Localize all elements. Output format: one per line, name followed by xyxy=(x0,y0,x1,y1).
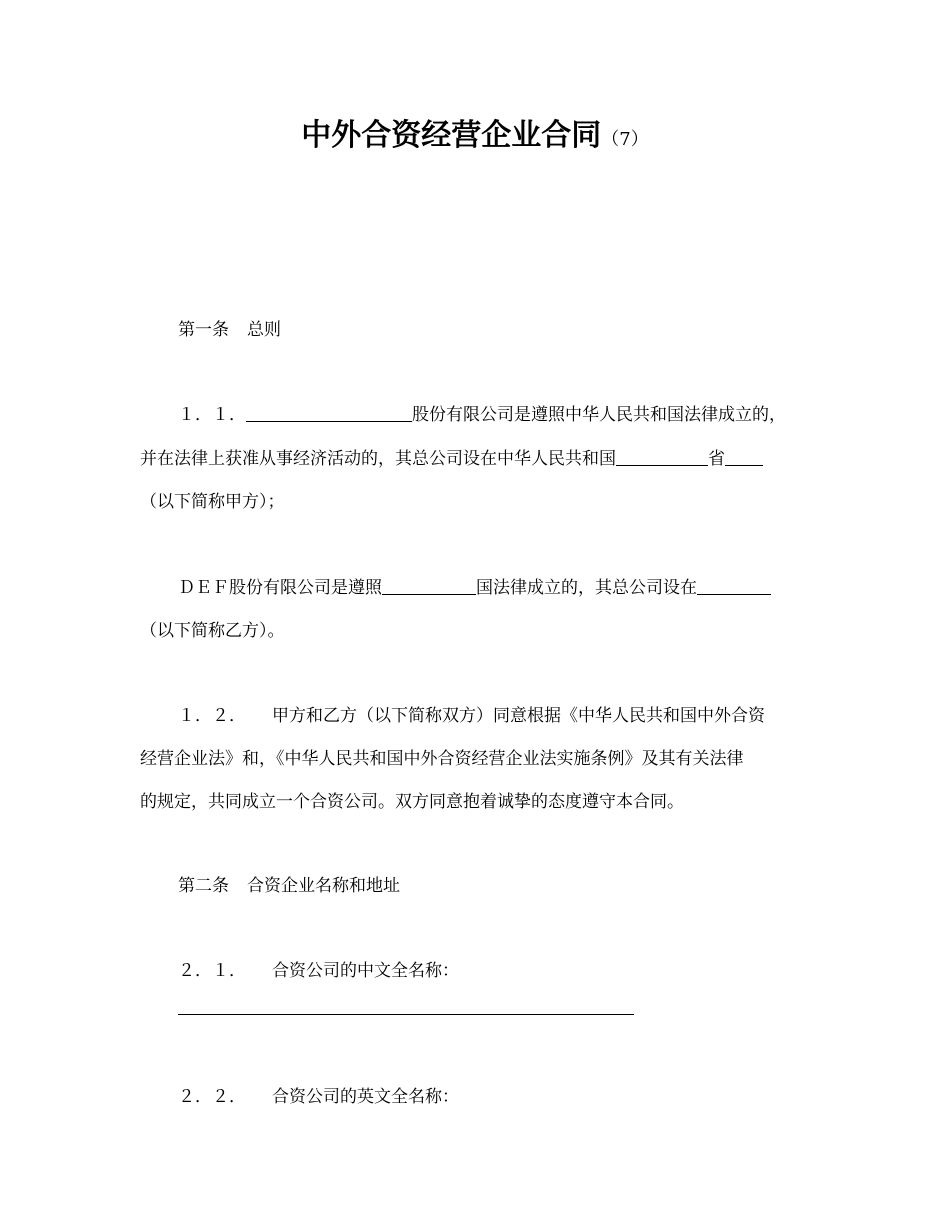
article-2-heading: 第二条 合资企业名称和地址 xyxy=(178,876,400,896)
clause-1-1-line-2: 并在法律上获准从事经济活动的，其总公司设在中华人民共和国 省 xyxy=(140,447,763,471)
blank-country xyxy=(382,576,476,595)
title-main: 中外合资经营企业合同 xyxy=(301,118,602,153)
document-title xyxy=(0,114,950,162)
article-1-heading: 第一条 总则 xyxy=(178,320,281,340)
title-suffix: （7） xyxy=(601,129,649,150)
clause-1-1-line-3: （以下简称甲方）； xyxy=(140,492,285,512)
clause-1-1-line-1: １．１． 股份有限公司是遵照中华人民共和国法律成立的， xyxy=(178,405,786,425)
party-b-line-2: （以下简称乙方）。 xyxy=(140,621,285,641)
blank-chinese-name xyxy=(178,1014,634,1015)
blank-province xyxy=(616,447,708,466)
party-b-line-1: ＤＥＦ股份有限公司是遵照 国法律成立的，其总公司设在 xyxy=(178,576,771,600)
clause-1-2-line-2: 经营企业法》和，《中华人民共和国中外合资经营企业法实施条例》及其有关法律 xyxy=(140,749,744,769)
clause-1-2-line-3: 的规定，共同成立一个合资公司。双方同意抱着诚挚的态度遵守本合同。 xyxy=(140,792,684,812)
clause-2-1: ２．１． 合资公司的中文全名称： xyxy=(178,961,459,981)
blank-hq-location xyxy=(697,576,771,595)
clause-2-2: ２．２． 合资公司的英文全名称： xyxy=(178,1087,459,1107)
blank-company-name xyxy=(246,403,412,422)
blank-city xyxy=(725,447,763,466)
clause-1-2-line-1: １．２． 甲方和乙方（以下简称双方）同意根据《中华人民共和国中外合资 xyxy=(178,706,765,726)
